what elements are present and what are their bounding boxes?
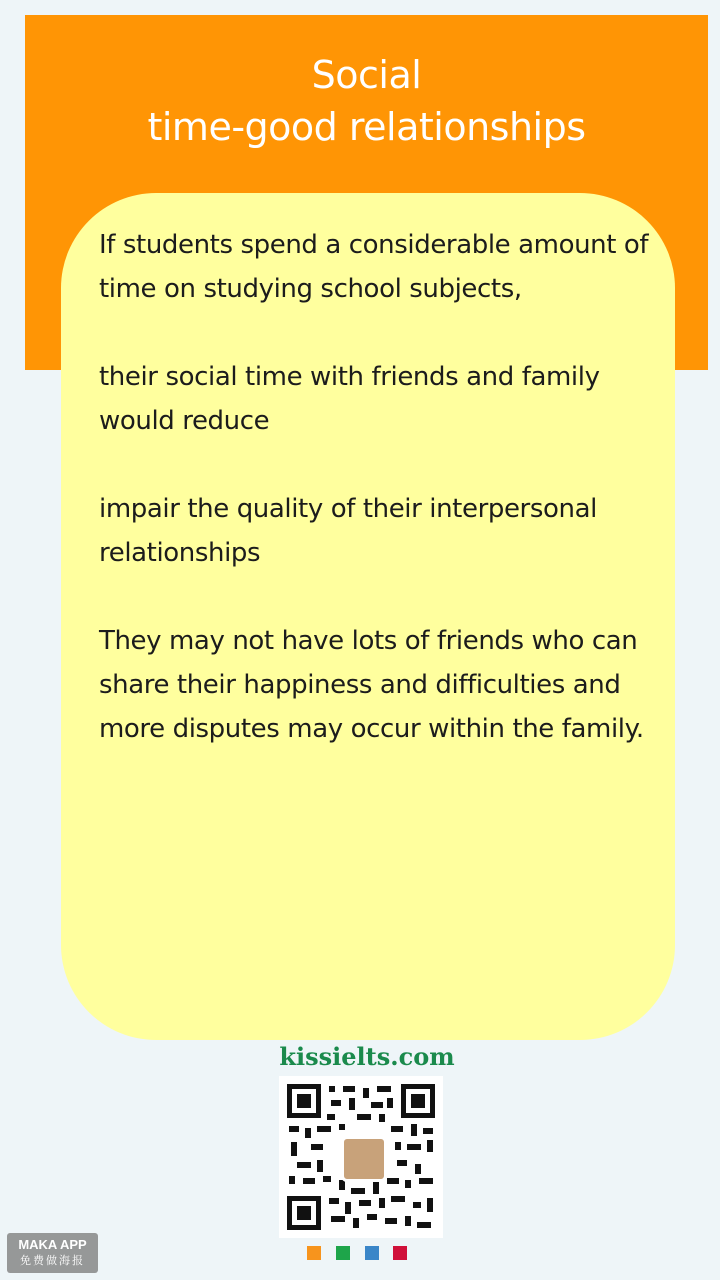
indicator-dot[interactable] <box>336 1246 350 1260</box>
paragraph-2: their social time with friends and family would reduce <box>99 362 600 436</box>
badge-subtitle: 免费做海报 <box>20 1255 85 1267</box>
page-title <box>25 49 708 153</box>
paragraph-1: If students spend a considerable amount of time on studying school subjects, <box>99 230 649 304</box>
title-line-2: time-good relationships <box>147 105 586 149</box>
website-link[interactable]: kissielts.com <box>279 1042 455 1071</box>
body-text <box>99 223 659 795</box>
paragraph-4: They may not have lots of friends who can share their happiness and difficulties and more disputes may occur within the family. <box>99 626 644 744</box>
indicator-dot[interactable] <box>393 1246 407 1260</box>
content-card <box>61 193 675 1040</box>
qr-logo <box>341 1136 387 1182</box>
indicator-dot[interactable] <box>365 1246 379 1260</box>
title-line-1: Social <box>311 53 422 97</box>
badge-title: MAKA APP <box>18 1237 87 1252</box>
paragraph-3: impair the quality of their interpersonal relationships <box>99 494 597 568</box>
indicator-dot[interactable] <box>307 1246 321 1260</box>
qr-code[interactable] <box>279 1076 443 1238</box>
maka-app-badge[interactable] <box>7 1233 98 1273</box>
